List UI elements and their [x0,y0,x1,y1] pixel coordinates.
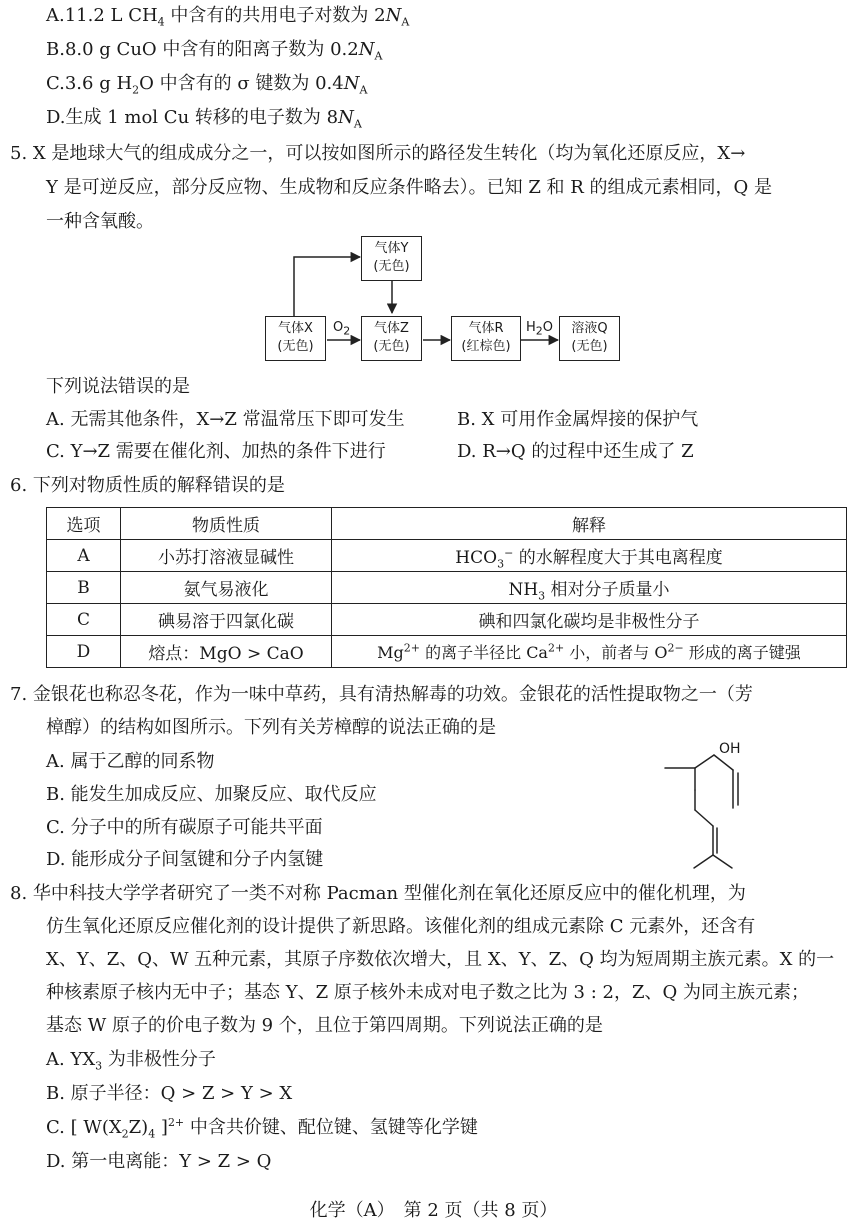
bond [695,810,713,826]
cell-property: 碘易溶于四氯化碳 [121,604,332,636]
label-h2o: $H_2O$ [526,320,554,338]
table-header-row [47,508,847,540]
table-row [47,572,847,604]
box-gas-x: 气体X (无色) [265,316,326,361]
bond [713,855,732,868]
q7-text-line: 樟醇）的结构如图所示。下列有关芳樟醇的说法正确的是 [46,717,496,738]
box-gas-r: 气体R (红棕色) [451,316,521,361]
q8-text-line: 仿生氧化还原反应催化剂的设计提供了新思路。该催化剂的组成元素除 C 元素外，还含有 [46,916,756,937]
q8-option-a: A. $YX_3$ 为非极性分子 [46,1049,216,1073]
q5-text-line: 一种含氧酸。 [46,211,154,232]
header-option: 选项 [47,508,121,540]
header-explanation: 解释 [332,508,847,540]
page-footer: 化学（A） 第 2 页（共 8 页） [309,1200,558,1221]
table-row [47,636,847,668]
bond [695,755,714,768]
reaction-diagram [0,0,867,380]
q5-option-d: D. R→Q 的过程中还生成了 Z [457,441,694,462]
cell-option: B [47,572,121,604]
oh-label: OH [719,741,741,757]
q5-option-b: B. X 可用作金属焊接的保护气 [457,409,699,430]
box-gas-z: 气体Z (无色) [361,316,422,361]
cell-explanation: $Mg^{2+}$ 的离子半径比 $Ca^{2+}$ 小，前者与 $O^{2-}$ 形成的离子键强 [332,636,847,668]
q4-option-c: C.3.6 g $H_2O$ 中含有的 σ 键数为 $0.4N_A$ [46,73,368,97]
q7-option-b: B. 能发生加成反应、加聚反应、取代反应 [46,784,377,805]
box-solution-q: 溶液Q (无色) [559,316,620,361]
cell-option: C [47,604,121,636]
arrow-x-to-y [294,257,360,316]
table-row [47,540,847,572]
cell-option: A [47,540,121,572]
q8-option-b: B. 原子半径：Q > Z > Y > X [46,1083,293,1104]
q7-option-a: A. 属于乙醇的同系物 [46,751,215,772]
q8-option-c: C. [ $W(X_2Z)_4$ ]$^{2+}$ 中含共价键、配位键、氢键等化学键 [46,1116,478,1141]
cell-property: 小苏打溶液显碱性 [121,540,332,572]
header-property: 物质性质 [121,508,332,540]
cell-property: 氨气易液化 [121,572,332,604]
q8-option-d: D. 第一电离能：Y > Z > Q [46,1151,272,1172]
table-row [47,604,847,636]
q5-text-line: Y 是可逆反应，部分反应物、生成物和反应条件略去）。已知 Z 和 R 的组成元素相同，Q 是 [46,177,773,198]
q5-text-line: 5. X 是地球大气的组成成分之一，可以按如图所示的路径发生转化（均为氧化还原反应，X→ [10,143,746,164]
q5-option-a: A. 无需其他条件，X→Z 常温常压下即可发生 [46,409,405,430]
q5-stem: 下列说法错误的是 [46,376,190,397]
q8-text-line: X、Y、Z、Q、W 五种元素，其原子序数依次增大，且 X、Y、Z、Q 均为短周期主族元素。X 的一 [46,949,835,970]
q8-text-line: 基态 W 原子的价电子数为 9 个，且位于第四周期。下列说法正确的是 [46,1015,603,1036]
bond [694,855,713,868]
q4-option-d: D.生成 1 mol Cu 转移的电子数为 $8N_A$ [46,107,362,131]
cell-explanation: 碘和四氯化碳均是非极性分子 [332,604,847,636]
q4-option-b: B.8.0 g CuO 中含有的阳离子数为 $0.2N_A$ [46,39,383,63]
label-o2: $O_2$ [333,320,351,338]
q6-stem: 6. 下列对物质性质的解释错误的是 [10,475,285,496]
q7-option-d: D. 能形成分子间氢键和分子内氢键 [46,849,324,870]
cell-explanation: $HCO_3^-$ 的水解程度大于其电离程度 [332,540,847,572]
q5-option-c: C. Y→Z 需要在催化剂、加热的条件下进行 [46,441,386,462]
cell-option: D [47,636,121,668]
cell-explanation: $NH_3$ 相对分子质量小 [332,572,847,604]
diagram-arrows [0,0,867,380]
q4-option-a: A.11.2 L $CH_4$ 中含有的共用电子对数为 $2N_A$ [46,5,410,29]
q7-option-c: C. 分子中的所有碳原子可能共平面 [46,817,323,838]
q8-text-line: 8. 华中科技大学学者研究了一类不对称 Pacman 型催化剂在氧化还原反应中的催化机理，为 [10,883,746,904]
box-gas-y: 气体Y (无色) [361,236,422,281]
cell-property: 熔点：MgO > CaO [121,636,332,668]
q6-table [46,507,847,668]
q7-text-line: 7. 金银花也称忍冬花，作为一味中草药，具有清热解毒的功效。金银花的活性提取物之一（芳 [10,684,753,705]
q8-text-line: 种核素原子核内无中子；基态 Y、Z 原子核外未成对电子数之比为 3 : 2，Z、Q 为同主族元素； [46,982,809,1003]
bond [714,755,733,770]
